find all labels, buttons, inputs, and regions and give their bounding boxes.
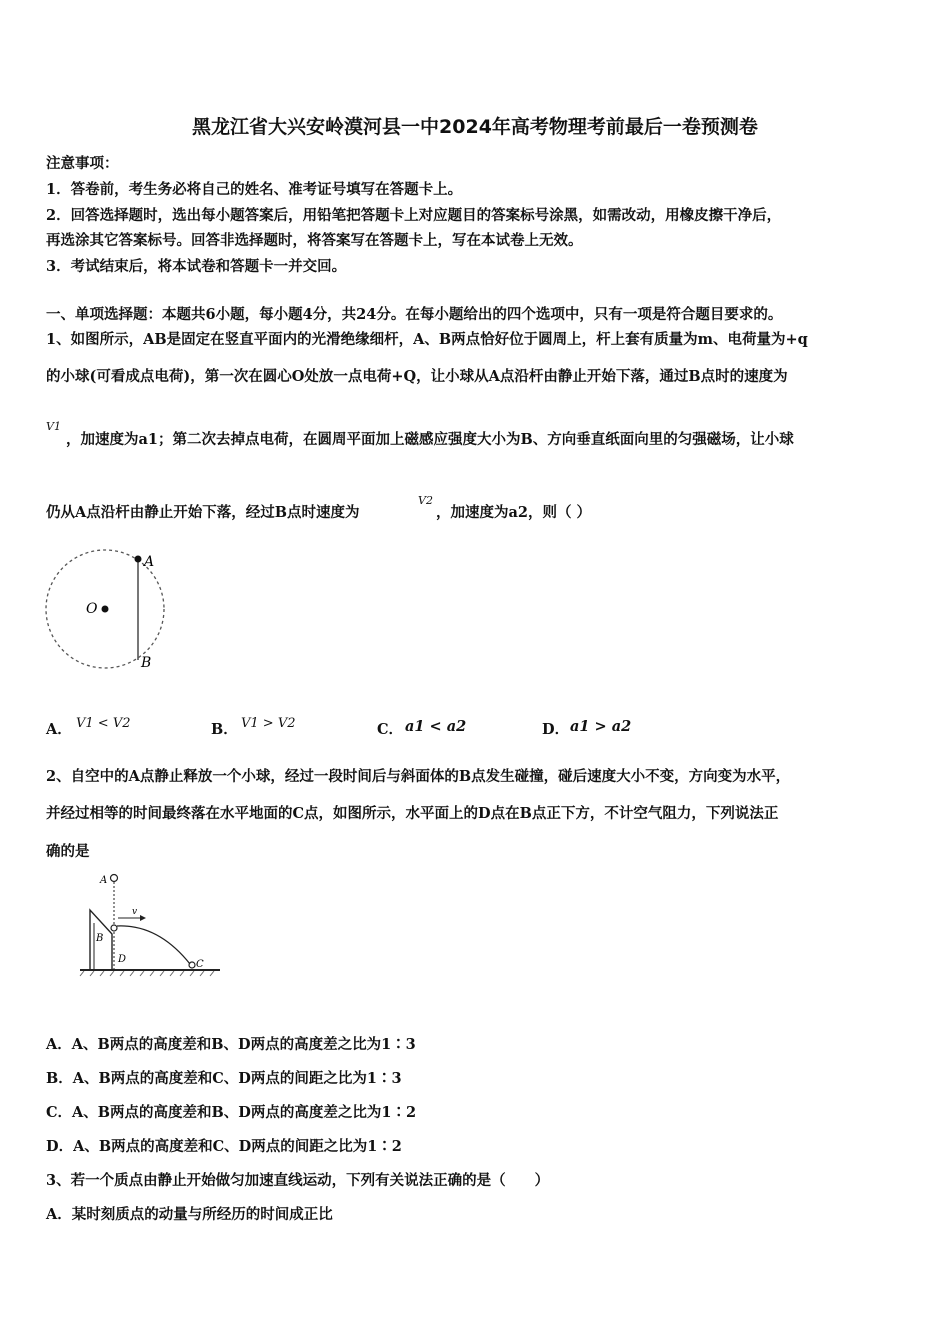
trajectory <box>117 926 190 964</box>
q1-line4b: ，加速度为a2，则（ ） <box>436 504 592 521</box>
ball-at-b <box>111 925 117 931</box>
q1-option-b-text: V1 > V2 <box>241 716 296 731</box>
q2-option-c: C．A、B两点的高度差和B、D两点的高度差之比为1∶2 <box>46 1104 417 1121</box>
q2-line2: 并经过相等的时间最终落在水平地面的C点，如图所示，水平面上的D点在B点正下方，不计空气阻力，下列说法正 <box>46 805 779 822</box>
q2-option-b: B．A、B两点的高度差和C、D两点的间距之比为1∶3 <box>46 1070 402 1087</box>
q1-option-a-text: V1 < V2 <box>76 716 131 731</box>
notice-item-2: 2．回答选择题时，选出每小题答案后，用铅笔把答题卡上对应题目的答案标号涂黑，如需改动，用橡皮擦干净后， <box>46 207 782 224</box>
q1-option-a-letter: A． <box>46 721 72 738</box>
q1-figure <box>40 548 175 673</box>
q1-v2-symbol: V2 <box>418 494 433 507</box>
section-heading: 一、单项选择题：本题共6小题，每小题4分，共24分。在每小题给出的四个选项中，只有一项是符合题目要求的。 <box>46 306 783 323</box>
label-c: C <box>196 959 204 970</box>
q1-option-d-text: a1 > a2 <box>570 718 632 735</box>
q1-line3: ，加速度为a1；第二次去掉点电荷，在圆周平面加上磁感应强度大小为B、方向垂直纸面向里的匀强磁场，让小球 <box>66 431 794 448</box>
label-a2: A <box>100 875 108 886</box>
q2-line3: 确的是 <box>46 843 90 860</box>
q3-option-a: A．某时刻质点的动量与所经历的时间成正比 <box>46 1206 333 1223</box>
q1-line1: 1、如图所示，AB是固定在竖直平面内的光滑绝缘细杆，A、B两点恰好位于圆周上，杆上套有质量为m、电荷量为+q <box>46 331 808 348</box>
label-v: v <box>132 907 138 917</box>
label-o: O <box>86 601 98 617</box>
page-title: 黑龙江省大兴安岭漠河县一中2024年高考物理考前最后一卷预测卷 <box>192 116 758 138</box>
notice-heading: 注意事项： <box>46 155 119 172</box>
velocity-arrowhead <box>140 915 146 921</box>
ball-at-a <box>111 875 118 882</box>
q2-option-a: A．A、B两点的高度差和B、D两点的高度差之比为1∶3 <box>46 1036 416 1053</box>
q1-option-b-letter: B． <box>211 721 238 738</box>
q1-option-d-letter: D． <box>542 721 570 738</box>
label-b2: B <box>96 933 104 944</box>
notice-item-1: 1．答卷前，考生务必将自己的姓名、准考证号填写在答题卡上。 <box>46 181 463 198</box>
q2-figure <box>78 868 223 990</box>
ball-at-c <box>189 962 195 968</box>
center-o <box>102 606 109 613</box>
label-a: A <box>144 554 155 570</box>
label-d: D <box>118 954 127 965</box>
notice-item-2-cont: 再选涂其它答案标号。回答非选择题时，将答案写在答题卡上，写在本试卷上无效。 <box>46 232 583 249</box>
q1-line2: 的小球(可看成点电荷)，第一次在圆心O处放一点电荷+Q，让小球从A点沿杆由静止开始下落，通过B点时的速度为 <box>46 368 788 385</box>
q1-option-c-letter: C． <box>377 721 404 738</box>
ground-hatching <box>80 971 214 976</box>
q2-line1: 2、自空中的A点静止释放一个小球，经过一段时间后与斜面体的B点发生碰撞，碰后速度大小不变，方向变为水平， <box>46 768 791 785</box>
label-b: B <box>141 655 152 671</box>
q1-line4a: 仍从A点沿杆由静止开始下落，经过B点时速度为 <box>46 504 360 521</box>
q1-v1-symbol: V1 <box>46 420 61 433</box>
q2-option-d: D．A、B两点的高度差和C、D两点的间距之比为1∶2 <box>46 1138 402 1155</box>
q1-option-c-text: a1 < a2 <box>405 718 467 735</box>
point-a <box>135 556 142 563</box>
notice-item-3: 3．考试结束后，将本试卷和答题卡一并交回。 <box>46 258 347 275</box>
q3-stem: 3、若一个质点由静止开始做匀加速直线运动，下列有关说法正确的是（ ） <box>46 1172 550 1189</box>
